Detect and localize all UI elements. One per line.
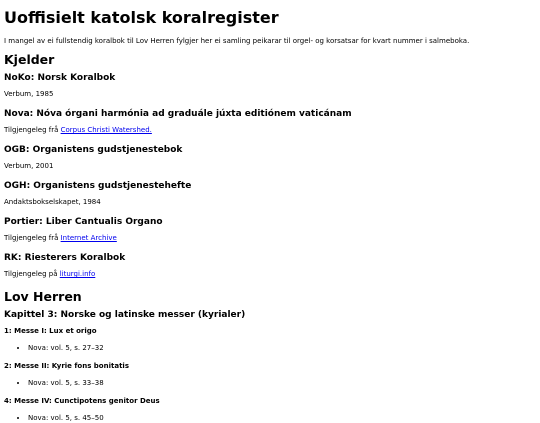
internet-archive-link[interactable]: Internet Archive — [60, 234, 117, 242]
source-ogb — [4, 145, 540, 171]
corpus-christi-watershed-link[interactable]: Corpus Christi Watershed. — [60, 126, 152, 134]
source-ogh — [4, 181, 540, 207]
source-detail: Andaktsbokselskapet, 1984 — [4, 198, 101, 206]
availability-prefix: Tilgjengeleg frå — [4, 234, 61, 242]
source-title: RK: Riesterers Koralbok — [4, 253, 126, 263]
lov-herren-heading: Lov Herren — [4, 289, 82, 304]
availability-prefix: Tilgjengeleg frå — [4, 126, 61, 134]
chapter-heading: Kapittel 3: Norske og latinske messer (kyrialer) — [4, 310, 246, 320]
source-detail: Verbum, 1985 — [4, 90, 54, 98]
mass-title: 1: Messe I: Lux et origo — [4, 327, 97, 335]
mass-list — [4, 379, 540, 388]
source-availability — [4, 234, 540, 243]
source-availability — [4, 126, 540, 135]
source-availability — [4, 270, 540, 279]
list-item: • Nova: vol. 5, s. 33–38 — [28, 379, 540, 388]
source-detail: Verbum, 2001 — [4, 162, 54, 170]
sources-heading: Kjelder — [4, 52, 55, 67]
list-item: • Nova: vol. 5, s. 45–50 — [28, 414, 540, 423]
source-title: OGH: Organistens gudstjenestehefte — [4, 181, 192, 191]
intro-text: I mangel av ei fullstendig koralbok til Lov Herren fylgjer her ei samling peikarar til orgel- og korsatsar for kvart nummer i salmeboka. — [4, 37, 470, 45]
mass-title: 2: Messe II: Kyrie fons bonitatis — [4, 362, 129, 370]
mass-title: 4: Messe IV: Cunctipotens genitor Deus — [4, 397, 160, 405]
source-rk — [4, 253, 540, 279]
list-item: • Nova: vol. 5, s. 27–32 — [28, 344, 540, 353]
liturgi-info-link[interactable]: liturgi.info — [59, 270, 96, 278]
source-title: Nova: Nóva órgani harmónia ad graduále júxta editiónem vaticánam — [4, 109, 352, 119]
source-title: Portier: Liber Cantualis Organo — [4, 217, 163, 227]
source-title: OGB: Organistens gudstjenestebok — [4, 145, 183, 155]
mass-list — [4, 344, 540, 353]
source-nova — [4, 109, 540, 135]
source-noko — [4, 73, 540, 99]
page-title: Uoffisielt katolsk koralregister — [4, 8, 279, 27]
source-portier — [4, 217, 540, 243]
availability-prefix: Tilgjengeleg på — [4, 270, 60, 278]
source-title: NoKo: Norsk Koralbok — [4, 73, 116, 83]
mass-list — [4, 414, 540, 423]
